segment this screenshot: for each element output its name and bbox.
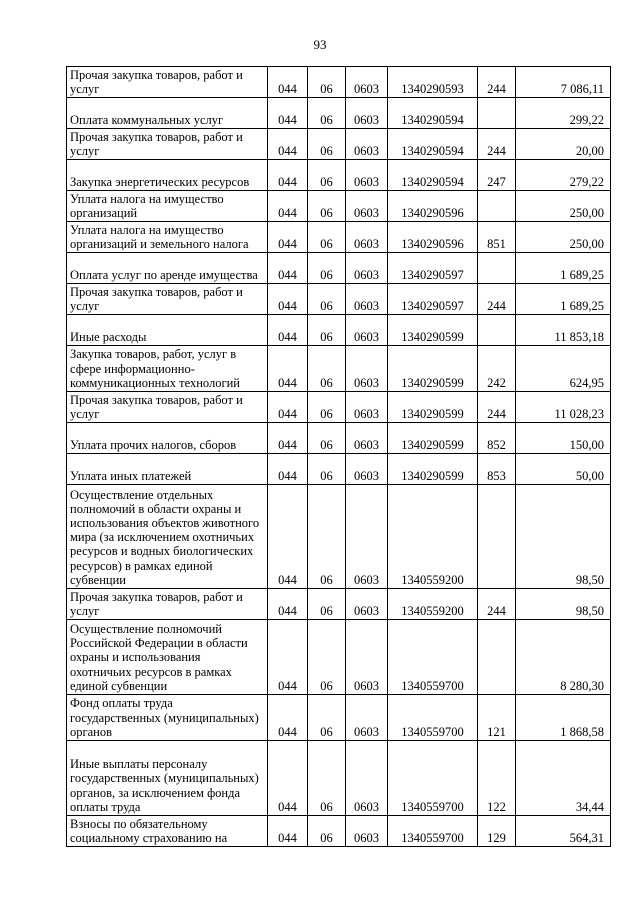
row-pr: 0603 — [346, 454, 388, 485]
row-csr: 1340290599 — [388, 454, 478, 485]
row-ved: 044 — [268, 620, 308, 695]
row-pr: 0603 — [346, 589, 388, 620]
row-vr — [478, 253, 516, 284]
row-rz: 06 — [308, 695, 346, 741]
table-row — [67, 315, 611, 346]
row-sum: 299,22 — [516, 98, 611, 129]
row-pr: 0603 — [346, 392, 388, 423]
row-pr: 0603 — [346, 129, 388, 160]
row-name: Уплата прочих налогов, сборов — [67, 423, 268, 454]
page-number: 93 — [313, 37, 327, 52]
row-csr: 1340290596 — [388, 191, 478, 222]
row-sum: 11 028,23 — [516, 392, 611, 423]
row-vr: 244 — [478, 129, 516, 160]
table-row — [67, 454, 611, 485]
row-ved: 044 — [268, 160, 308, 191]
table-row — [67, 423, 611, 454]
row-ved: 044 — [268, 741, 308, 816]
row-pr: 0603 — [346, 284, 388, 315]
row-rz: 06 — [308, 392, 346, 423]
table-row — [67, 589, 611, 620]
row-name: Иные выплаты персоналу государственных (муниципальных) органов, за исключением фонда оплаты труда — [67, 741, 268, 816]
row-name: Осуществление отдельных полномочий в области охраны и использования объектов животного мира (за исключением охотничьих ресурсов и водных биологических ресурсов) в рамках единой субвенции — [67, 485, 268, 589]
row-csr: 1340559200 — [388, 589, 478, 620]
row-csr: 1340559700 — [388, 695, 478, 741]
row-vr — [478, 98, 516, 129]
row-name: Оплата услуг по аренде имущества — [67, 253, 268, 284]
row-rz: 06 — [308, 284, 346, 315]
row-name: Прочая закупка товаров, работ и услуг — [67, 284, 268, 315]
row-name: Закупка товаров, работ, услуг в сфере информационно-коммуникационных технологий — [67, 346, 268, 392]
row-pr: 0603 — [346, 222, 388, 253]
row-name: Иные расходы — [67, 315, 268, 346]
table-row — [67, 191, 611, 222]
row-sum: 98,50 — [516, 485, 611, 589]
table-row — [67, 346, 611, 392]
row-pr: 0603 — [346, 485, 388, 589]
row-csr: 1340290597 — [388, 284, 478, 315]
row-name: Закупка энергетических ресурсов — [67, 160, 268, 191]
table-row — [67, 129, 611, 160]
row-rz: 06 — [308, 253, 346, 284]
row-csr: 1340290599 — [388, 315, 478, 346]
row-sum: 7 086,11 — [516, 67, 611, 98]
row-csr: 1340290599 — [388, 392, 478, 423]
row-rz: 06 — [308, 620, 346, 695]
row-rz: 06 — [308, 346, 346, 392]
row-vr: 129 — [478, 816, 516, 847]
row-vr: 121 — [478, 695, 516, 741]
row-name: Уплата налога на имущество организаций — [67, 191, 268, 222]
row-name: Прочая закупка товаров, работ и услуг — [67, 67, 268, 98]
row-ved: 044 — [268, 315, 308, 346]
row-name: Осуществление полномочий Российской Федерации в области охраны и использования охотничьих ресурсов в рамках единой субвенции — [67, 620, 268, 695]
row-csr: 1340559700 — [388, 741, 478, 816]
row-name: Уплата налога на имущество организаций и земельного налога — [67, 222, 268, 253]
row-rz: 06 — [308, 191, 346, 222]
row-ved: 044 — [268, 284, 308, 315]
table-row — [67, 392, 611, 423]
row-pr: 0603 — [346, 191, 388, 222]
row-ved: 044 — [268, 253, 308, 284]
row-rz: 06 — [308, 741, 346, 816]
row-vr: 853 — [478, 454, 516, 485]
row-rz: 06 — [308, 454, 346, 485]
row-ved: 044 — [268, 423, 308, 454]
row-rz: 06 — [308, 222, 346, 253]
row-rz: 06 — [308, 423, 346, 454]
table-row — [67, 98, 611, 129]
row-rz: 06 — [308, 816, 346, 847]
row-pr: 0603 — [346, 67, 388, 98]
row-name: Фонд оплаты труда государственных (муниципальных) органов — [67, 695, 268, 741]
row-ved: 044 — [268, 191, 308, 222]
row-sum: 150,00 — [516, 423, 611, 454]
row-pr: 0603 — [346, 315, 388, 346]
row-csr: 1340290597 — [388, 253, 478, 284]
table-row — [67, 816, 611, 847]
row-csr: 1340290599 — [388, 423, 478, 454]
row-sum: 8 280,30 — [516, 620, 611, 695]
row-csr: 1340290593 — [388, 67, 478, 98]
row-csr: 1340559700 — [388, 816, 478, 847]
row-pr: 0603 — [346, 160, 388, 191]
row-name: Взносы по обязательному социальному страхованию на — [67, 816, 268, 847]
row-sum: 279,22 — [516, 160, 611, 191]
row-pr: 0603 — [346, 346, 388, 392]
row-name: Оплата коммунальных услуг — [67, 98, 268, 129]
row-sum: 20,00 — [516, 129, 611, 160]
row-pr: 0603 — [346, 98, 388, 129]
row-sum: 1 868,58 — [516, 695, 611, 741]
table-row — [67, 160, 611, 191]
row-name: Прочая закупка товаров, работ и услуг — [67, 129, 268, 160]
table-row — [67, 253, 611, 284]
row-vr — [478, 191, 516, 222]
row-ved: 044 — [268, 98, 308, 129]
row-csr: 1340559700 — [388, 620, 478, 695]
row-rz: 06 — [308, 315, 346, 346]
row-vr: 244 — [478, 392, 516, 423]
row-csr: 1340290599 — [388, 346, 478, 392]
row-vr: 244 — [478, 589, 516, 620]
row-sum: 564,31 — [516, 816, 611, 847]
row-ved: 044 — [268, 346, 308, 392]
row-vr — [478, 485, 516, 589]
row-rz: 06 — [308, 67, 346, 98]
row-sum: 250,00 — [516, 191, 611, 222]
row-vr: 244 — [478, 284, 516, 315]
row-csr: 1340290594 — [388, 160, 478, 191]
row-sum: 34,44 — [516, 741, 611, 816]
row-sum: 250,00 — [516, 222, 611, 253]
row-ved: 044 — [268, 816, 308, 847]
row-ved: 044 — [268, 129, 308, 160]
row-pr: 0603 — [346, 620, 388, 695]
table-row — [67, 485, 611, 589]
row-sum: 50,00 — [516, 454, 611, 485]
row-csr: 1340290596 — [388, 222, 478, 253]
row-pr: 0603 — [346, 816, 388, 847]
row-ved: 044 — [268, 695, 308, 741]
row-vr: 244 — [478, 67, 516, 98]
row-rz: 06 — [308, 485, 346, 589]
row-ved: 044 — [268, 222, 308, 253]
row-sum: 624,95 — [516, 346, 611, 392]
row-name: Уплата иных платежей — [67, 454, 268, 485]
row-sum: 1 689,25 — [516, 284, 611, 315]
table-row — [67, 741, 611, 816]
row-vr: 247 — [478, 160, 516, 191]
row-sum: 11 853,18 — [516, 315, 611, 346]
row-pr: 0603 — [346, 253, 388, 284]
row-csr: 1340290594 — [388, 98, 478, 129]
table-row — [67, 222, 611, 253]
row-pr: 0603 — [346, 423, 388, 454]
row-vr: 242 — [478, 346, 516, 392]
row-vr: 122 — [478, 741, 516, 816]
row-csr: 1340559200 — [388, 485, 478, 589]
table-row — [67, 67, 611, 98]
row-ved: 044 — [268, 67, 308, 98]
row-vr — [478, 315, 516, 346]
row-ved: 044 — [268, 589, 308, 620]
row-ved: 044 — [268, 392, 308, 423]
row-name: Прочая закупка товаров, работ и услуг — [67, 392, 268, 423]
row-vr: 852 — [478, 423, 516, 454]
row-name: Прочая закупка товаров, работ и услуг — [67, 589, 268, 620]
row-rz: 06 — [308, 129, 346, 160]
row-vr: 851 — [478, 222, 516, 253]
row-pr: 0603 — [346, 741, 388, 816]
row-sum: 98,50 — [516, 589, 611, 620]
table-row — [67, 695, 611, 741]
row-csr: 1340290594 — [388, 129, 478, 160]
row-rz: 06 — [308, 589, 346, 620]
row-pr: 0603 — [346, 695, 388, 741]
row-rz: 06 — [308, 98, 346, 129]
row-ved: 044 — [268, 485, 308, 589]
table-row — [67, 284, 611, 315]
budget-table — [66, 66, 611, 847]
table-row — [67, 620, 611, 695]
row-sum: 1 689,25 — [516, 253, 611, 284]
row-vr — [478, 620, 516, 695]
row-rz: 06 — [308, 160, 346, 191]
row-ved: 044 — [268, 454, 308, 485]
